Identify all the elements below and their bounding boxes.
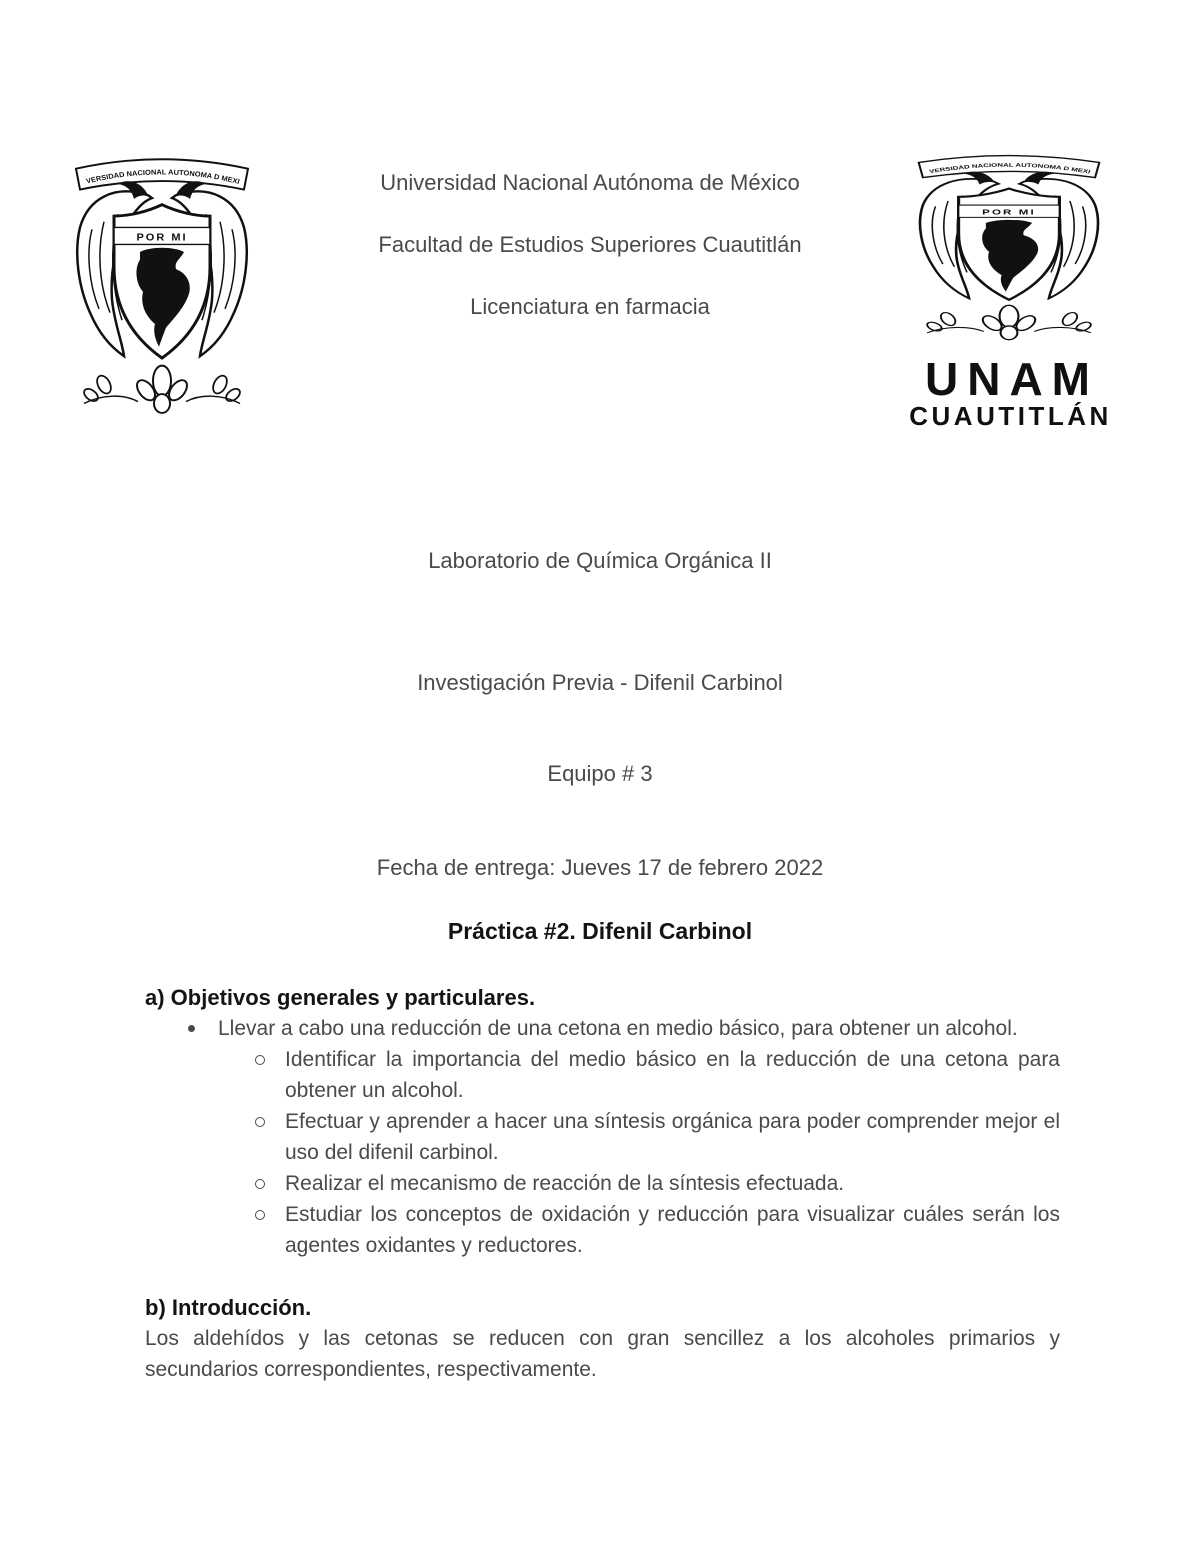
faculty-name: Facultad de Estudios Superiores Cuautitlán	[378, 232, 802, 257]
objective-subitem-text: Efectuar y aprender a hacer una síntesis orgánica para poder comprender mejor el uso del difenil carbinol.	[285, 1110, 1060, 1164]
circle-marker-icon	[252, 1106, 285, 1168]
circle-marker-icon	[252, 1168, 285, 1199]
objective-subitem	[252, 1199, 1060, 1261]
unam-crest-right-block	[901, 146, 1117, 432]
document-header	[268, 170, 912, 356]
objective-item-text: Llevar a cabo una reducción de una cetona en medio básico, para obtener un alcohol.	[218, 1017, 1018, 1040]
introduction-heading: b) Introducción.	[145, 1295, 312, 1320]
objective-subitem-text: Realizar el mecanismo de reacción de la síntesis efectuada.	[285, 1172, 845, 1195]
degree-name: Licenciatura en farmacia	[470, 294, 710, 319]
lab-course-title: Laboratorio de Química Orgánica II	[428, 548, 772, 573]
objective-subitem	[252, 1044, 1060, 1106]
objective-subitem	[252, 1106, 1060, 1168]
unam-wordmark: UNAM	[925, 353, 1099, 405]
report-title: Investigación Previa - Difenil Carbinol	[417, 670, 783, 695]
unam-coat-of-arms-icon	[62, 146, 262, 430]
objective-subitem-text: Estudiar los conceptos de oxidación y reducción para visualizar cuáles serán los agentes oxidantes y reductores.	[285, 1203, 1060, 1257]
circle-marker-icon	[252, 1044, 285, 1106]
introduction-paragraph: Los aldehídos y las cetonas se reducen con gran sencillez a los alcoholes primarios y secundarios correspondientes, respectivamente.	[145, 1327, 1060, 1381]
university-name: Universidad Nacional Autónoma de México	[380, 170, 800, 195]
objective-item	[185, 1013, 1060, 1044]
due-date: Fecha de entrega: Jueves 17 de febrero 2022	[376, 855, 824, 880]
unam-crest-left-icon	[62, 146, 262, 430]
document-body	[145, 982, 1060, 1385]
objectives-heading: a) Objetivos generales y particulares.	[145, 985, 536, 1010]
objective-subitem-text: Identificar la importancia del medio básico en la reducción de una cetona para obtener un alcohol.	[285, 1048, 1060, 1102]
practice-title: Práctica #2. Difenil Carbinol	[447, 918, 753, 944]
unam-coat-of-arms-icon	[904, 146, 1114, 352]
objective-subitem	[252, 1168, 1060, 1199]
bullet-marker-icon	[185, 1013, 218, 1044]
circle-marker-icon	[252, 1199, 285, 1261]
unam-campus-label: CUAUTITLÁN	[909, 401, 1112, 431]
team-number: Equipo # 3	[547, 761, 653, 786]
